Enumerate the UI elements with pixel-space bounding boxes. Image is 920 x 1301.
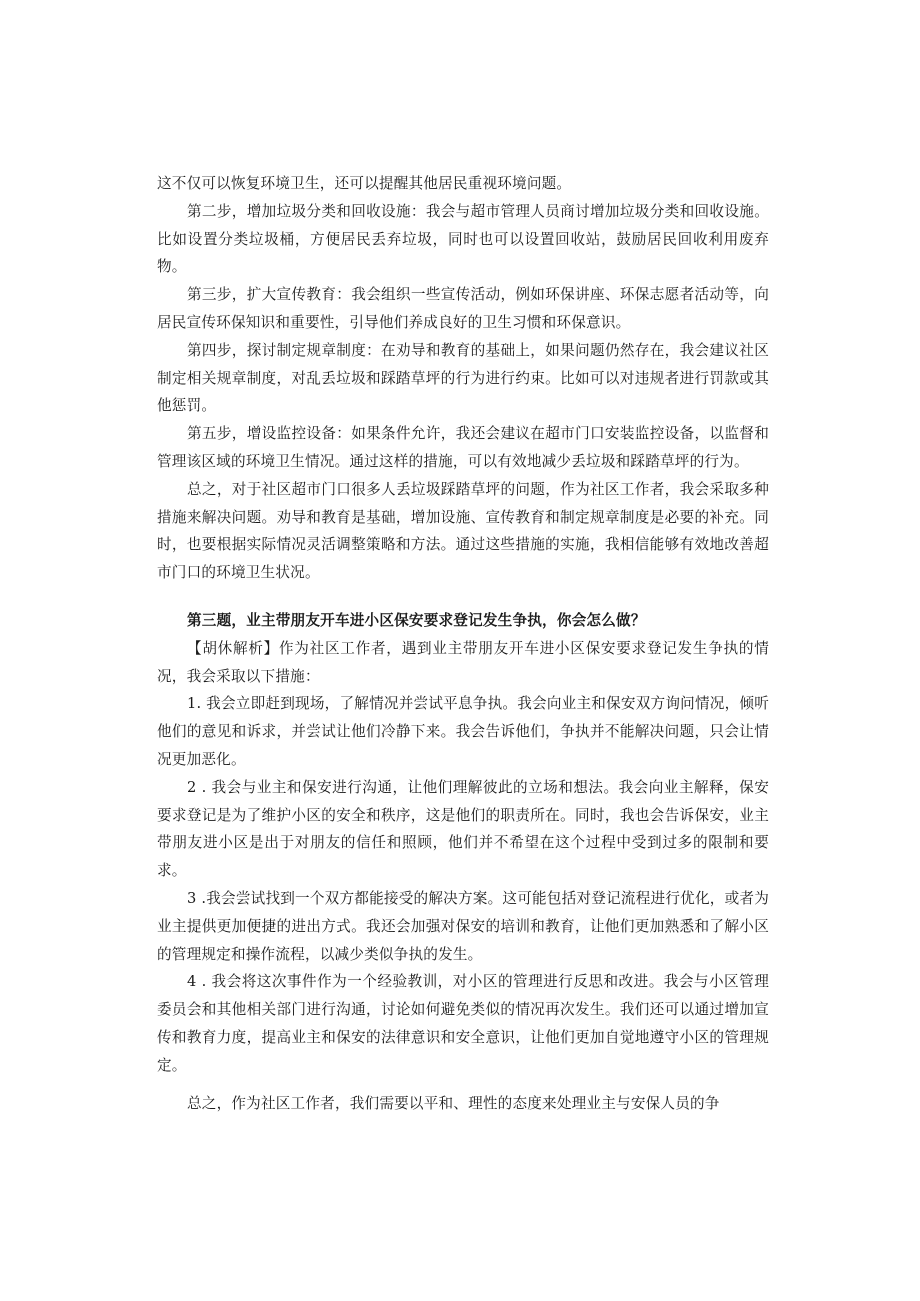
paragraph-summary-1: 总之，对于社区超市门口很多人丢垃圾踩踏草坪的问题，作为社区工作者，我会采取多种措施来解决问题。劝导和教育是基础，增加设施、宣传教育和制定规章制度是必要的补充。同时，也要根据实际情况灵活调整策略和方法。通过这些措施的实施，我相信能够有效地改善超市门口的环境卫生状况。 [157, 480, 769, 582]
paragraph-continuation: 这不仅可以恢复环境卫生，还可以提醒其他居民重视环境问题。 [157, 175, 572, 192]
paragraph-step-5: 第五步，增设监控设备：如果条件允许，我还会建议在超市门口安装监控设备，以监督和管理该区域的环境卫生情况。通过这样的措施，可以有效地减少丢垃圾和踩踏草坪的行为。 [157, 425, 769, 470]
question-3-heading: 第三题，业主带朋友开车进小区保安要求登记发生争执，你会怎么做？ [187, 611, 646, 629]
list-item-1: 1. 我会立即赶到现场，了解情况并尝试平息争执。我会向业主和保安双方询问情况，倾听他们的意见和诉求，并尝试让他们冷静下来。我会告诉他们，争执并不能解决问题，只会让情况更加恶化。 [157, 695, 769, 768]
list-item-4: 4 . 我会将这次事件作为一个经验教训，对小区的管理进行反思和改进。我会与小区管理委员会和其他相关部门进行沟通，讨论如何避免类似的情况再次发生。我们还可以通过增加宣传和教育力度，提高业主和保安的法律意识和安全意识，让他们更加自觉地遵守小区的管理规定。 [157, 973, 769, 1074]
paragraph-step-2: 第二步，增加垃圾分类和回收设施：我会与超市管理人员商讨增加垃圾分类和回收设施。比如设置分类垃圾桶，方便居民丢弃垃圾，同时也可以设置回收站，鼓励居民回收利用废弃物。 [157, 202, 769, 276]
paragraph-step-3: 第三步，扩大宣传教育：我会组织一些宣传活动，例如环保讲座、环保志愿者活动等，向居民宣传环保知识和重要性，引导他们养成良好的卫生习惯和环保意识。 [157, 286, 769, 331]
question-3-intro: 【胡休解析】作为社区工作者，遇到业主带朋友开车进小区保安要求登记发生争执的情况，我会采取以下措施： [157, 639, 769, 685]
list-item-3: 3 .我会尝试找到一个双方都能接受的解决方案。这可能包括对登记流程进行优化，或者为业主提供更加便捷的进出方式。我还会加强对保安的培训和教育，让他们更加熟悉和了解小区的管理规定和操作流程，以减少类似争执的发生。 [157, 889, 769, 963]
list-item-2: 2 . 我会与业主和保安进行沟通，让他们理解彼此的立场和想法。我会向业主解释，保安要求登记是为了维护小区的安全和秩序，这是他们的职责所在。同时，我也会告诉保安，业主带朋友进小区是出于对朋友的信任和照顾，他们并不希望在这个过程中受到过多的限制和要求。 [157, 778, 769, 880]
document-body [157, 170, 769, 1117]
paragraph-step-4: 第四步，探讨制定规章制度：在劝导和教育的基础上，如果问题仍然存在，我会建议社区制定相关规章制度，对乱丢垃圾和踩踏草坪的行为进行约束。比如可以对违规者进行罚款或其他惩罚。 [157, 341, 769, 415]
paragraph-summary-2: 总之，作为社区工作者，我们需要以平和、理性的态度来处理业主与安保人员的争 [187, 1094, 720, 1112]
